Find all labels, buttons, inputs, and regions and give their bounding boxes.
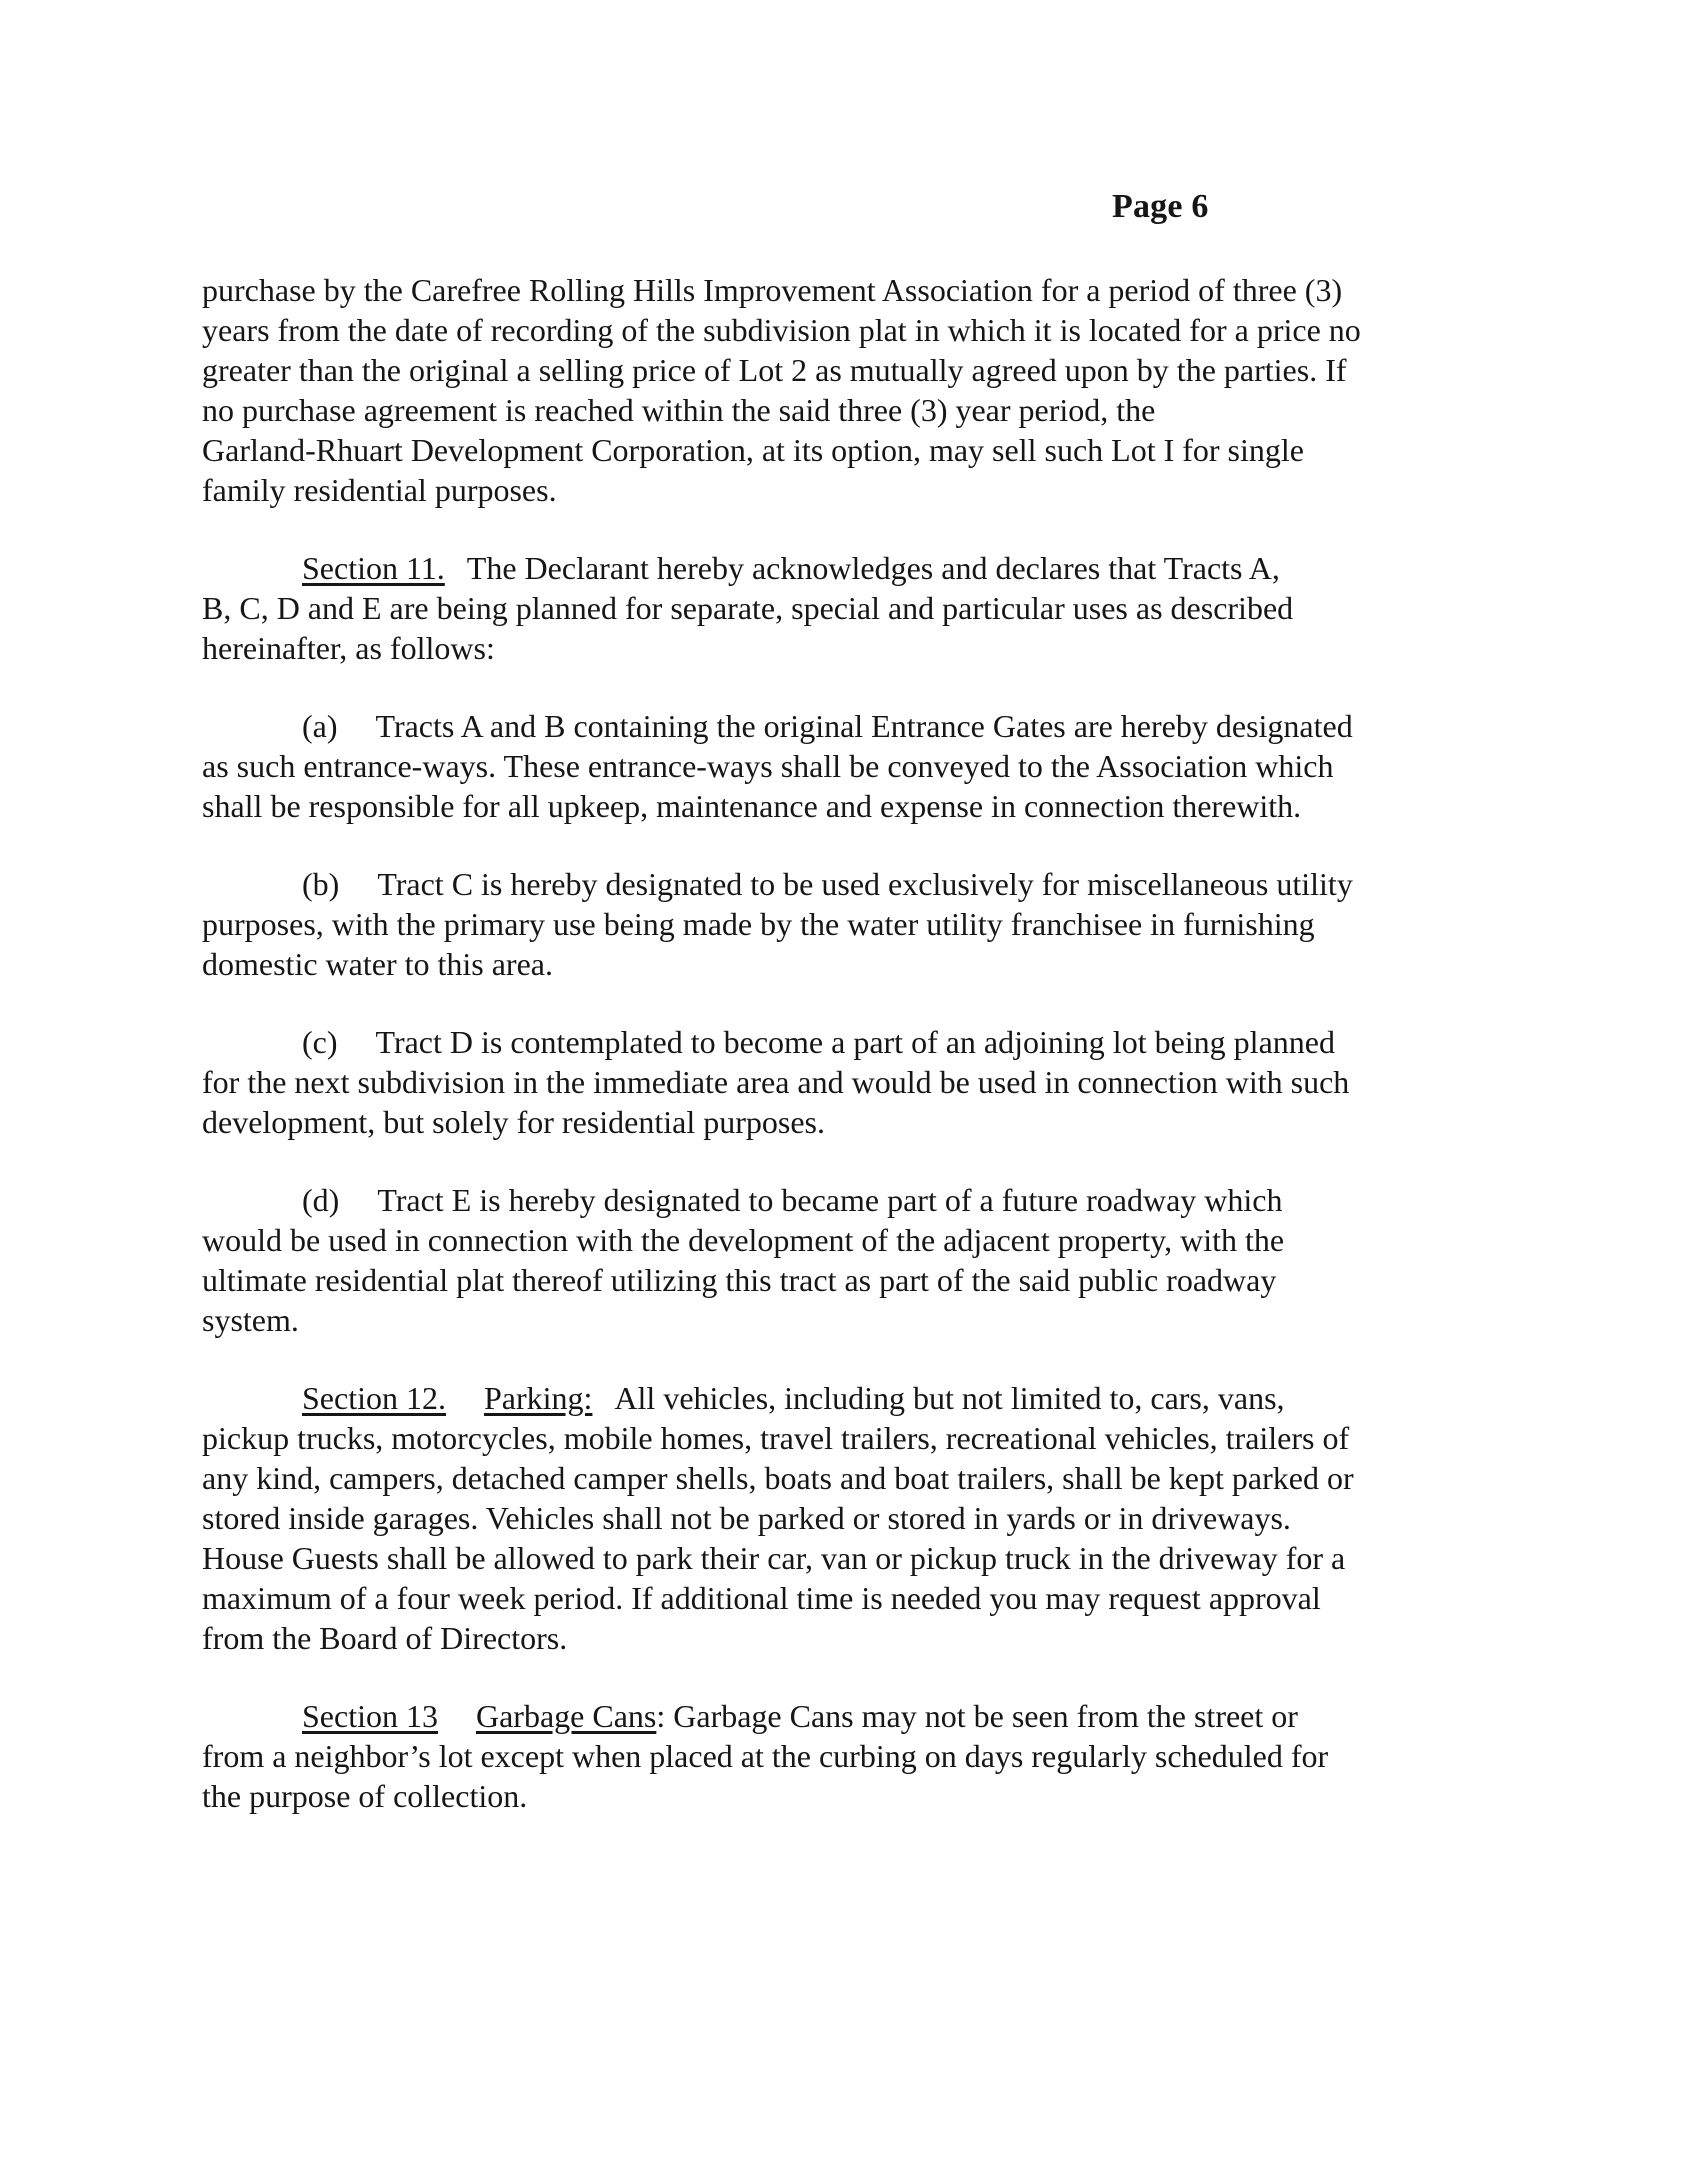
text-line: no purchase agreement is reached within the said three (3) year period, the [202,392,1156,428]
page-number: Page 6 [1112,188,1209,225]
text-line [202,706,1432,746]
section-subject: Parking: [483,1380,593,1416]
text-line: ultimate residential plat thereof utilizing this tract as part of the said public roadway [202,1262,1277,1298]
text-line [202,864,1432,904]
clause-c [202,1022,1432,1142]
text-line: House Guests shall be allowed to park their car, van or pickup truck in the driveway for a [202,1540,1346,1576]
document-body [202,270,1432,1854]
text-run: Tracts A and B containing the original Entrance Gates are hereby designated [375,708,1353,744]
text-run: Tract E is hereby designated to became part of a future roadway which [377,1182,1283,1218]
section-heading: Section 11. [302,550,445,586]
text-line: maximum of a four week period. If additional time is needed you may request approval [202,1580,1321,1616]
text-line: for the next subdivision in the immediate area and would be used in connection with such [202,1064,1350,1100]
text-line: B, C, D and E are being planned for separate, special and particular uses as described [202,590,1294,626]
text-line [202,1022,1432,1062]
section-heading: Section 12. [302,1380,446,1416]
text-run: Tract C is hereby designated to be used exclusively for miscellaneous utility [377,866,1353,902]
text-line [202,1180,1432,1220]
text-line: pickup trucks, motorcycles, mobile homes, travel trailers, recreational vehicles, trailers of [202,1420,1350,1456]
text-line: from the Board of Directors. [202,1620,568,1656]
text-line [202,548,1432,588]
section-12 [202,1378,1432,1658]
text-line: greater than the original a selling price of Lot 2 as mutually agreed upon by the parties. If [202,352,1347,388]
section-13 [202,1696,1432,1816]
clause-label: (d) [302,1182,340,1218]
text-run: Tract D is contemplated to become a part of an adjoining lot being planned [375,1024,1335,1060]
text-line: shall be responsible for all upkeep, maintenance and expense in connection therewith. [202,788,1302,824]
text-line: stored inside garages. Vehicles shall not be parked or stored in yards or in driveways. [202,1500,1291,1536]
text-line: from a neighbor’s lot except when placed at the curbing on days regularly scheduled for [202,1738,1329,1774]
clause-label: (c) [302,1024,338,1060]
paragraph-continuation [202,270,1432,510]
clause-d [202,1180,1432,1340]
clause-label: (b) [302,866,340,902]
section-subject: Garbage Cans [475,1698,657,1734]
text-line: would be used in connection with the development of the adjacent property, with the [202,1222,1285,1258]
text-line: any kind, campers, detached camper shells, boats and boat trailers, shall be kept parked or [202,1460,1354,1496]
text-line: purchase by the Carefree Rolling Hills Improvement Association for a period of three (3) [202,272,1343,308]
text-run: The Declarant hereby acknowledges and declares that Tracts A, [466,550,1280,586]
clause-b [202,864,1432,984]
text-run: All vehicles, including but not limited to, cars, vans, [614,1380,1285,1416]
text-line: hereinafter, as follows: [202,630,495,666]
text-line [202,1696,1432,1736]
clause-a [202,706,1432,826]
clause-label: (a) [302,708,338,744]
text-line: system. [202,1302,299,1338]
section-heading: Section 13 [302,1698,438,1734]
text-line: Garland-Rhuart Development Corporation, at its option, may sell such Lot I for single [202,432,1304,468]
text-line: domestic water to this area. [202,946,553,982]
text-line: purposes, with the primary use being made by the water utility franchisee in furnishing [202,906,1315,942]
text-line [202,1378,1432,1418]
text-run: : Garbage Cans may not be seen from the street or [656,1698,1298,1734]
text-line: family residential purposes. [202,472,557,508]
text-line: the purpose of collection. [202,1778,528,1814]
text-line: years from the date of recording of the subdivision plat in which it is located for a price no [202,312,1361,348]
section-11 [202,548,1432,668]
text-line: as such entrance-ways. These entrance-ways shall be conveyed to the Association which [202,748,1334,784]
text-line: development, but solely for residential purposes. [202,1104,825,1140]
